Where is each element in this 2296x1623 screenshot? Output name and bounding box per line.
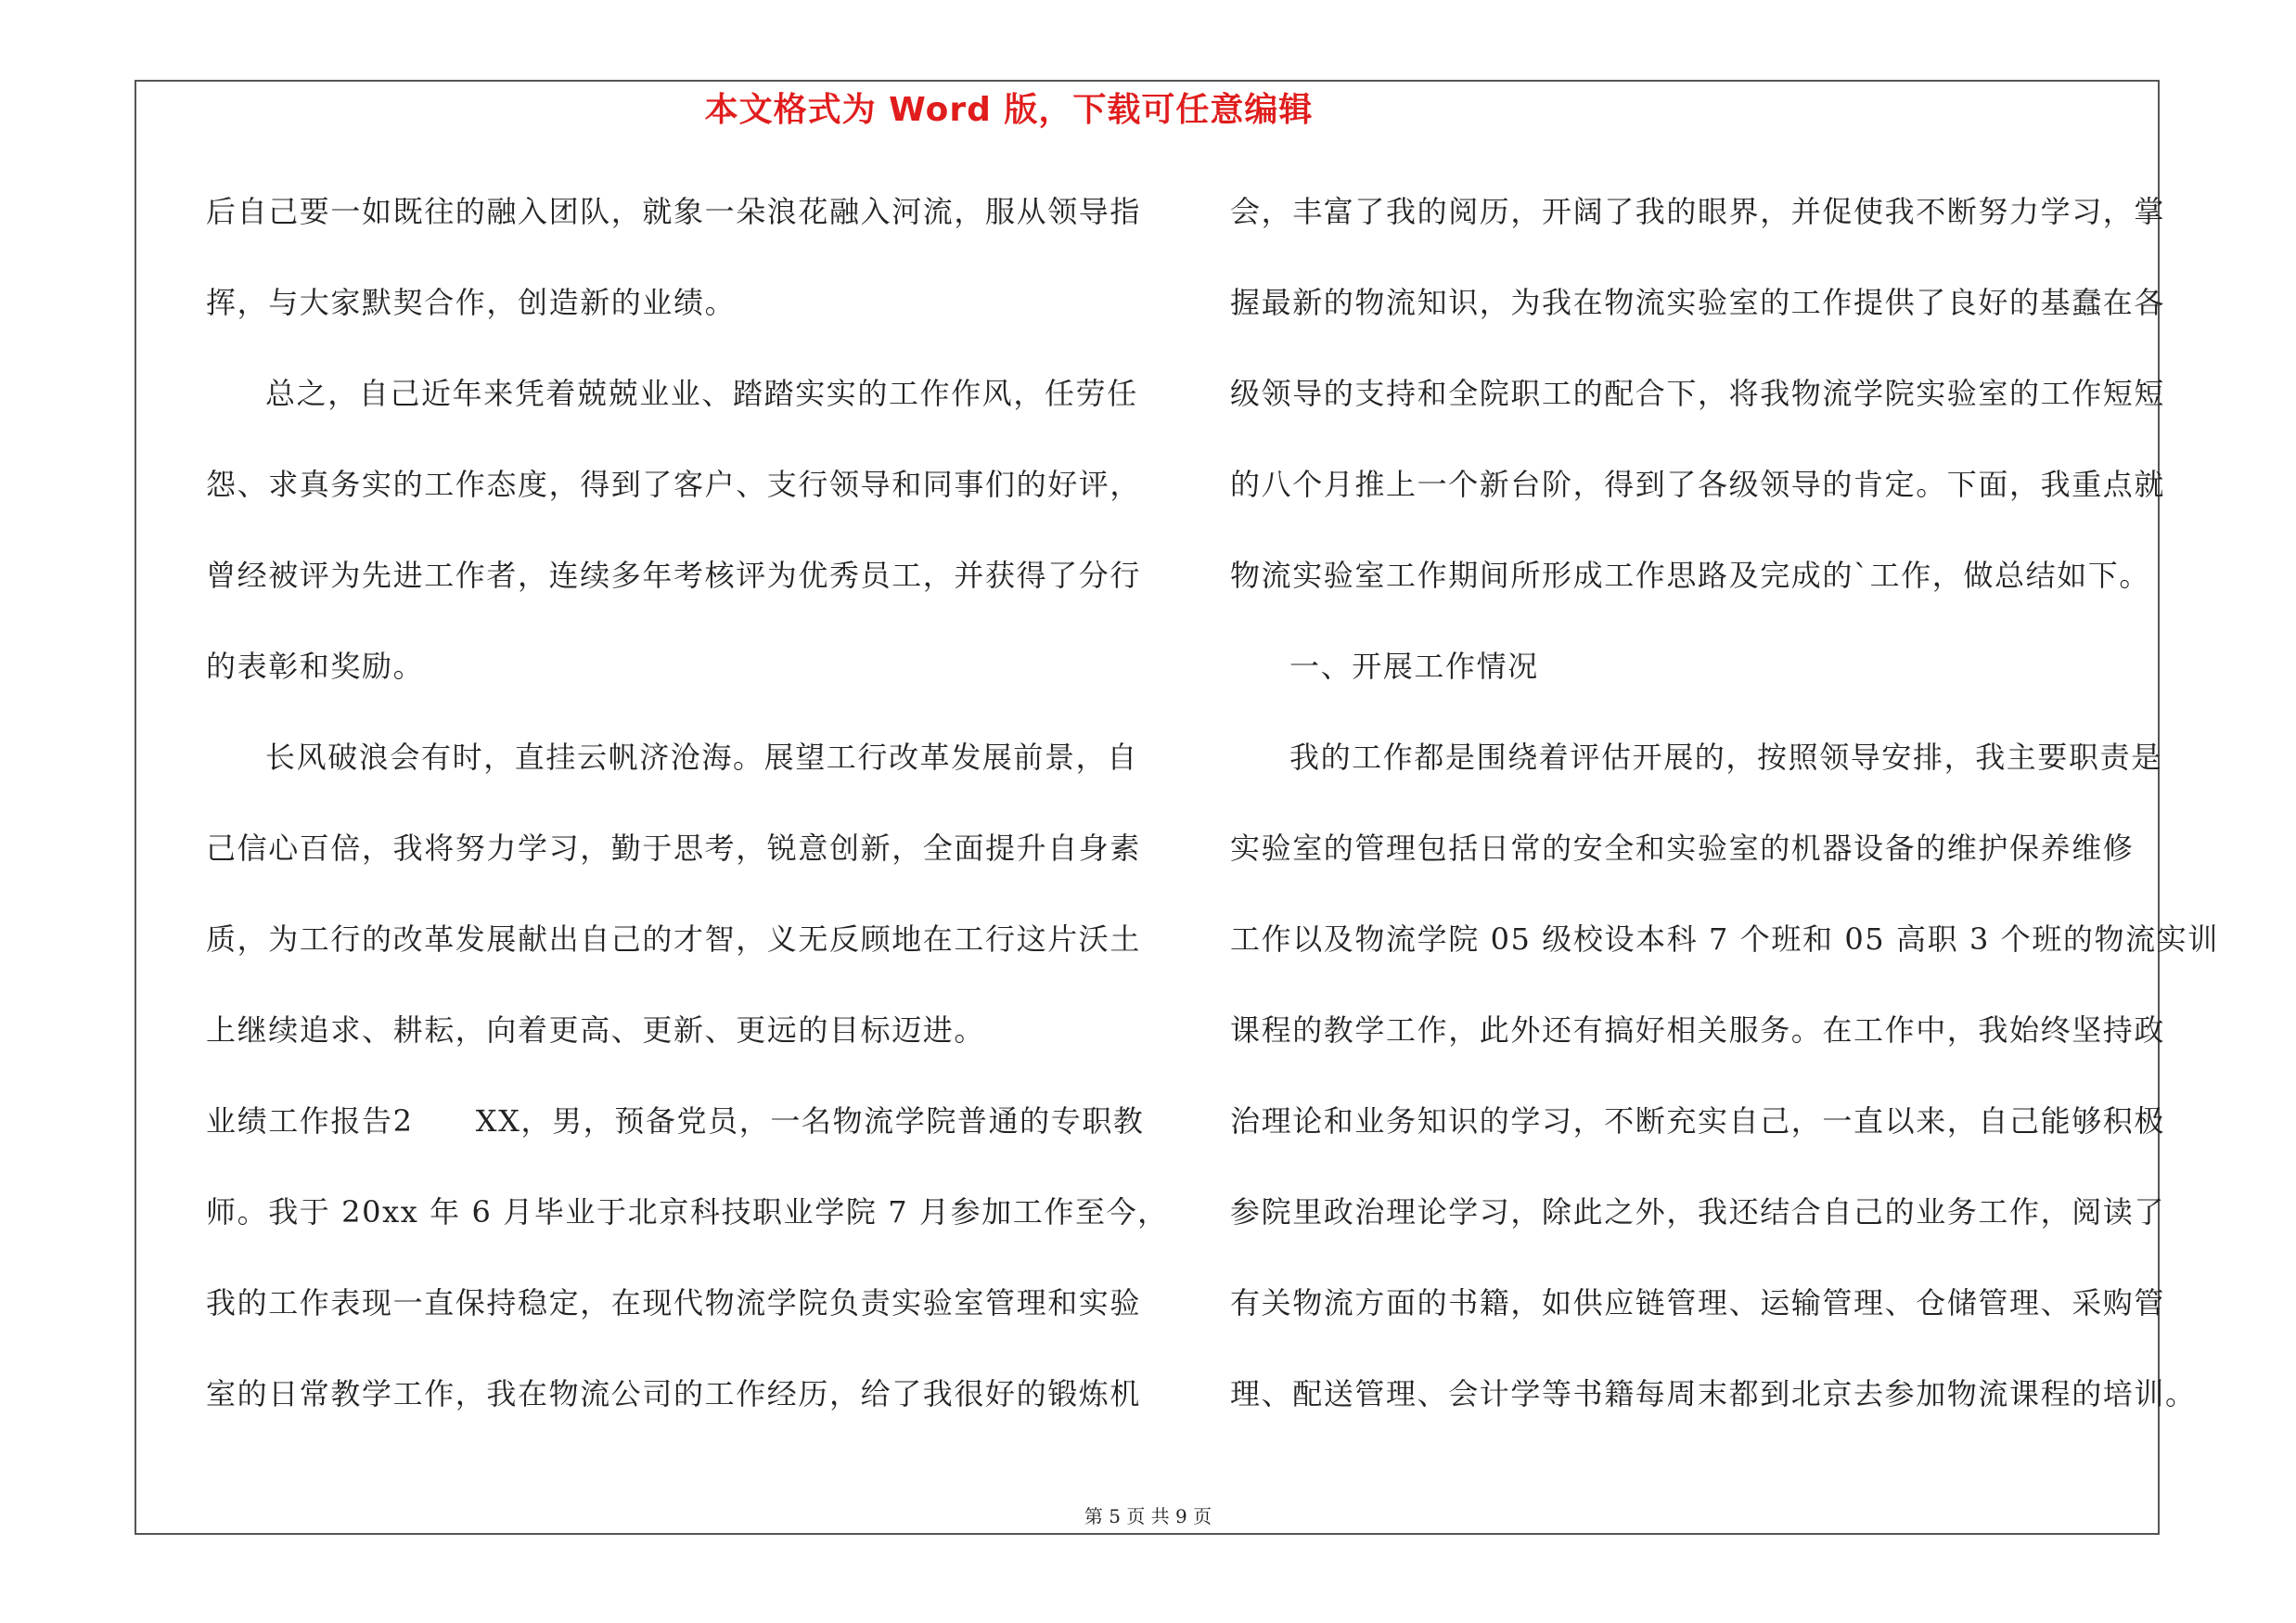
text-line: 有关物流方面的书籍，如供应链管理、运输管理、仓储管理、采购管	[1230, 1285, 2166, 1320]
text-line: 课程的教学工作，此外还有搞好相关服务。在工作中，我始终坚持政	[1230, 1012, 2166, 1048]
text-line: 后自己要一如既往的融入团队，就象一朵浪花融入河流，服从领导指	[206, 194, 1142, 229]
text-line: 业绩工作报告2 XX，男，预备党员，一名物流学院普通的专职教	[206, 1103, 1145, 1139]
text-line: 总之，自己近年来凭着兢兢业业、踏踏实实的工作作风，任劳任	[265, 376, 1138, 411]
text-line: 挥，与大家默契合作，创造新的业绩。	[206, 285, 737, 320]
text-line: 工作以及物流学院 05 级校设本科 7 个班和 05 高职 3 个班的物流实训	[1230, 921, 2219, 957]
text-line: 室的日常教学工作，我在物流公司的工作经历，给了我很好的锻炼机	[206, 1376, 1142, 1411]
text-line: 参院里政治理论学习，除此之外，我还结合自己的业务工作，阅读了	[1230, 1194, 2166, 1230]
text-line: 治理论和业务知识的学习，不断充实自己，一直以来，自己能够积极	[1230, 1103, 2166, 1139]
text-line: 上继续追求、耕耘，向着更高、更新、更远的目标迈进。	[206, 1012, 986, 1048]
text-line: 理、配送管理、会计学等书籍每周末都到北京去参加物流课程的培训。	[1230, 1376, 2197, 1411]
page-number-footer: 第 5 页 共 9 页	[1084, 1505, 1212, 1527]
text-line: 的八个月推上一个新台阶，得到了各级领导的肯定。下面，我重点就	[1230, 467, 2166, 502]
text-line: 曾经被评为先进工作者，连续多年考核评为优秀员工，并获得了分行	[206, 558, 1142, 593]
text-line: 师。我于 20xx 年 6 月毕业于北京科技职业学院 7 月参加工作至今，	[206, 1194, 1169, 1230]
text-line: 物流实验室工作期间所形成工作思路及完成的`工作，做总结如下。	[1230, 558, 2151, 593]
text-line: 级领导的支持和全院职工的配合下，将我物流学院实验室的工作短短	[1230, 376, 2166, 411]
left-text-column	[206, 182, 1169, 1455]
text-line: 实验室的管理包括日常的安全和实验室的机器设备的维护保养维修	[1230, 831, 2135, 866]
text-line: 我的工作都是围绕着评估开展的，按照领导安排，我主要职责是	[1289, 740, 2162, 775]
text-line: 己信心百倍，我将努力学习，勤于思考，锐意创新，全面提升自身素	[206, 831, 1142, 866]
text-line: 质，为工行的改革发展献出自己的才智，义无反顾地在工行这片沃土	[206, 921, 1142, 957]
text-line: 长风破浪会有时，直挂云帆济沧海。展望工行改革发展前景，自	[265, 740, 1138, 775]
text-line: 我的工作表现一直保持稳定，在现代物流学院负责实验室管理和实验	[206, 1285, 1142, 1320]
text-line: 一、开展工作情况	[1289, 649, 1539, 684]
text-line: 怨、求真务实的工作态度，得到了客户、支行领导和同事们的好评，	[206, 467, 1142, 502]
word-format-banner: 本文格式为 Word 版，下载可任意编辑	[704, 91, 1314, 129]
text-line: 握最新的物流知识，为我在物流实验室的工作提供了良好的基蠢在各	[1230, 285, 2166, 320]
right-text-column	[1230, 182, 2219, 1455]
text-line: 会，丰富了我的阅历，开阔了我的眼界，并促使我不断努力学习，掌	[1230, 194, 2166, 229]
text-line: 的表彰和奖励。	[206, 649, 425, 684]
